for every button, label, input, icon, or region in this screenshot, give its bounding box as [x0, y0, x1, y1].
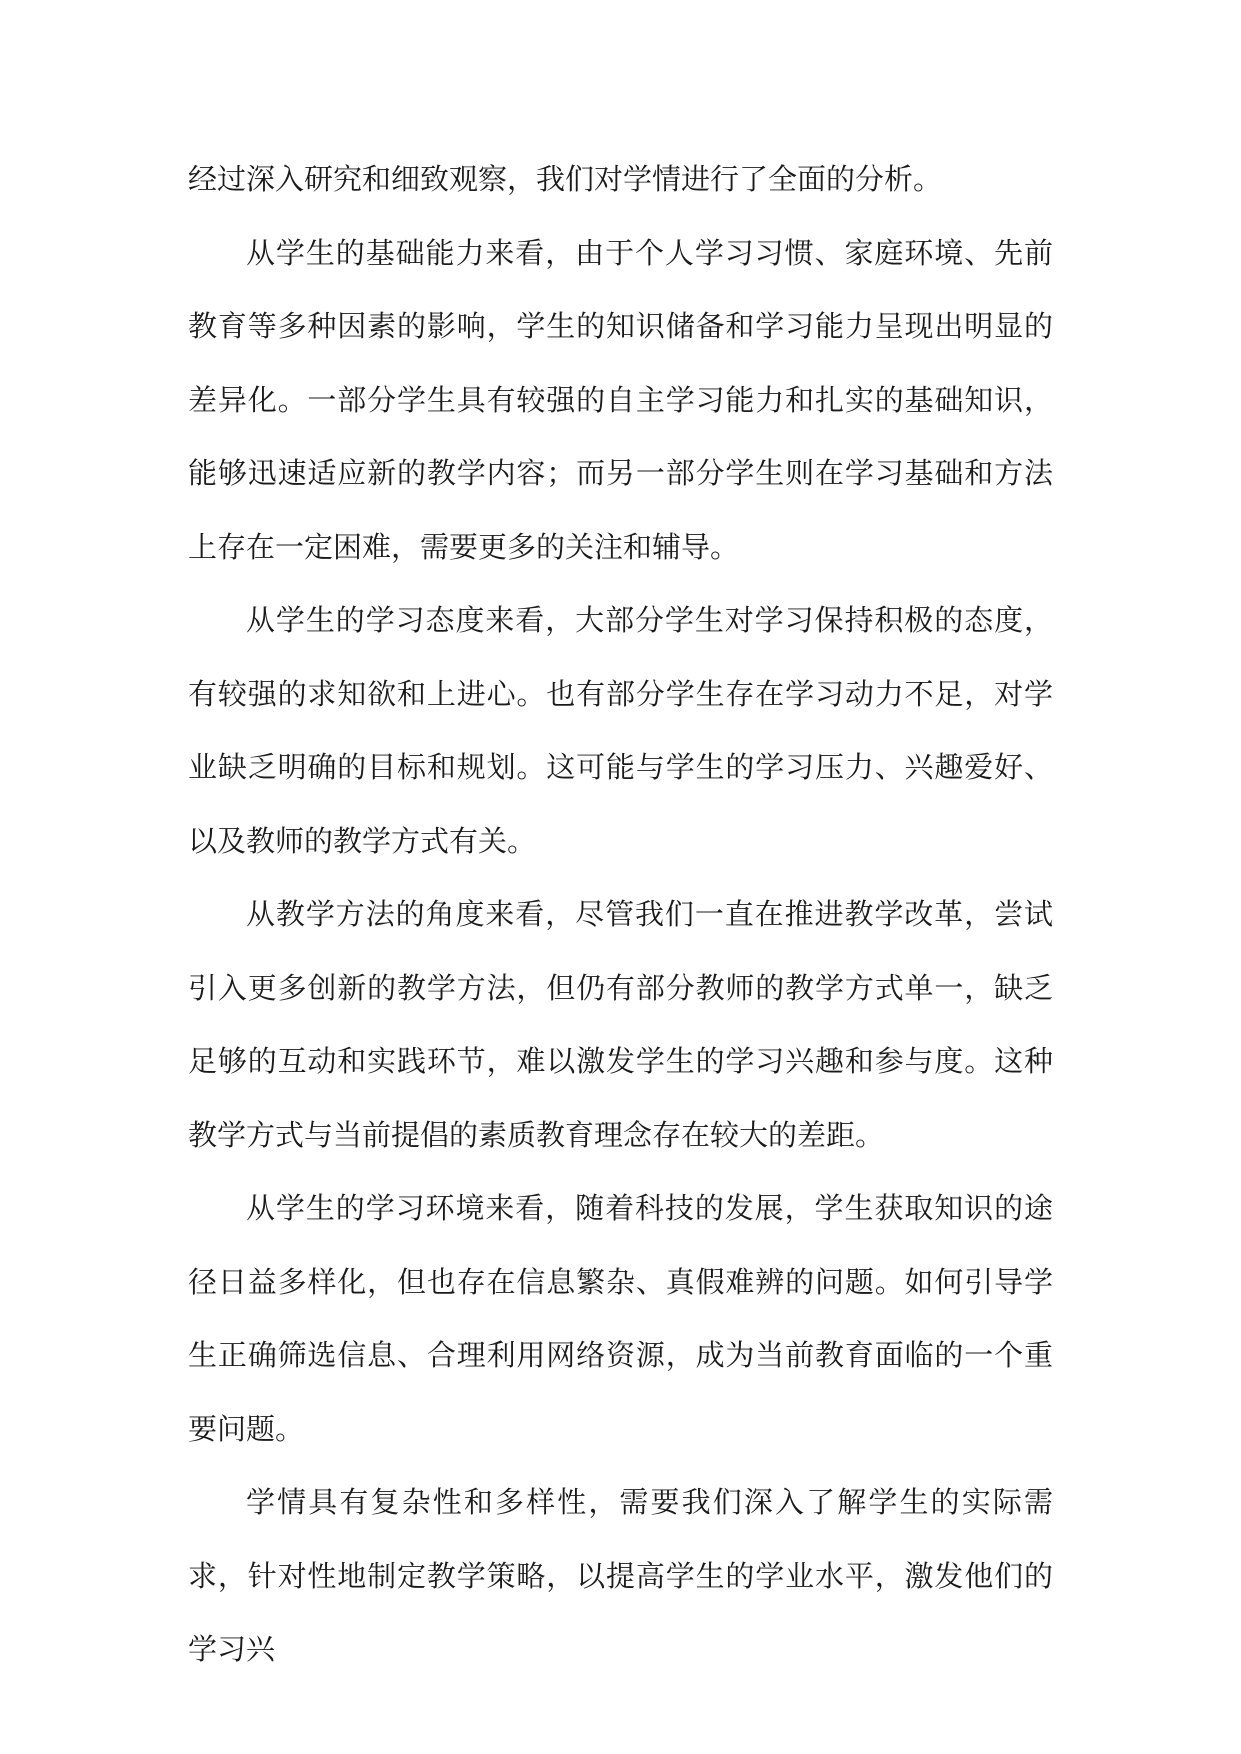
- paragraph-learning-attitude: 从学生的学习态度来看，大部分学生对学习保持积极的态度，有较强的求知欲和上进心。也有部分学生存在学习动力不足，对学业缺乏明确的目标和规划。这可能与学生的学习压力、兴趣爱好、以及教师的教学方式有关。: [188, 603, 1053, 858]
- document-body: [188, 143, 1053, 1687]
- paragraph-learning-environment: 从学生的学习环境来看，随着科技的发展，学生获取知识的途径日益多样化，但也存在信息繁杂、真假难辨的问题。如何引导学生正确筛选信息、合理利用网络资源，成为当前教育面临的一个重要问题。: [188, 1191, 1053, 1446]
- paragraph-basic-ability: 从学生的基础能力来看，由于个人学习习惯、家庭环境、先前教育等多种因素的影响，学生的知识储备和学习能力呈现出明显的差异化。一部分学生具有较强的自主学习能力和扎实的基础知识，能够迅速适应新的教学内容；而另一部分学生则在学习基础和方法上存在一定困难，需要更多的关注和辅导。: [188, 235, 1053, 564]
- paragraph-conclusion: 学情具有复杂性和多样性，需要我们深入了解学生的实际需求，针对性地制定教学策略，以提高学生的学业水平，激发他们的学习兴: [188, 1485, 1053, 1666]
- paragraph-intro: 经过深入研究和细致观察，我们对学情进行了全面的分析。: [188, 162, 943, 196]
- paragraph-teaching-methods: 从教学方法的角度来看，尽管我们一直在推进教学改革，尝试引入更多创新的教学方法，但仍有部分教师的教学方式单一，缺乏足够的互动和实践环节，难以激发学生的学习兴趣和参与度。这种教学方式与当前提倡的素质教育理念存在较大的差距。: [188, 897, 1053, 1152]
